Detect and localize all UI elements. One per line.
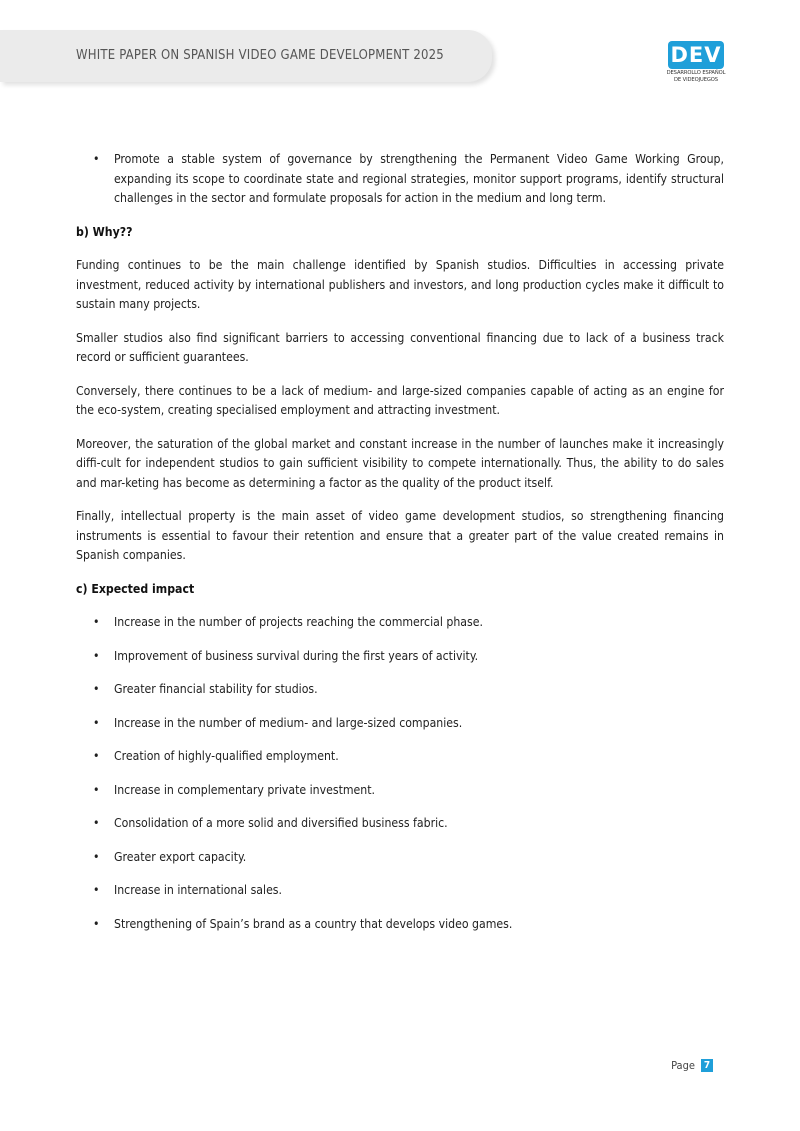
document-title: WHITE PAPER ON SPANISH VIDEO GAME DEVELOPMENT 2025	[76, 48, 444, 63]
list-item: • Increase in the number of projects reaching the commercial phase.	[76, 613, 724, 633]
list-item: • Increase in international sales.	[76, 881, 724, 901]
paragraph: Finally, intellectual property is the main asset of video game development studios, so strengthening financing instruments is essential to favour their retention and ensure that a greater part of the value created remains in Spanish companies.	[76, 509, 724, 562]
logo-subtitle-line2: DE VIDEOJUEGOS	[674, 77, 718, 83]
section-b-heading: b) Why??	[76, 224, 133, 239]
list-item: • Greater financial stability for studios.	[76, 680, 724, 700]
list-item: • Consolidation of a more solid and diversified business fabric.	[76, 814, 724, 834]
paragraph: Moreover, the saturation of the global market and constant increase in the number of launches make it increasingly diffi-cult for independent studios to gain sufficient visibility to compete internationally. Thus, the ability to do sales and mar-keting has become as determining a factor as the quality of the product itself.	[76, 436, 724, 490]
paragraph: Conversely, there continues to be a lack of medium- and large-sized companies capable of acting as an engine for the eco-system, creating specialised employment and attracting investment.	[76, 383, 724, 417]
list-item: • Creation of highly-qualified employment.	[76, 747, 724, 767]
paragraph: Smaller studios also find significant barriers to accessing conventional financing due to lack of a business track record or sufficient guarantees.	[76, 330, 724, 364]
list-item: • Promote a stable system of governance by strengthening the Permanent Video Game Working Group, expanding its scope to coordinate state and regional strategies, monitor support programs, identify structural challenges in the sector and formulate proposals for action in the medium and long term.	[76, 150, 724, 209]
dev-logo	[666, 41, 726, 85]
list-item: • Increase in the number of medium- and large-sized companies.	[76, 714, 724, 734]
list-item: • Improvement of business survival during the first years of activity.	[76, 647, 724, 667]
list-item: • Increase in complementary private investment.	[76, 781, 724, 801]
list-item: • Greater export capacity.	[76, 848, 724, 868]
impact-bullet-list	[76, 613, 724, 934]
logo-mark: DEV	[668, 41, 724, 69]
page-footer	[671, 1059, 713, 1072]
section-c-heading: c) Expected impact	[76, 581, 195, 596]
paragraph: Funding continues to be the main challenge identified by Spanish studios. Difficulties in accessing private investment, reduced activity by international publishers and investors, and long production cycles make it difficult to sustain many projects.	[76, 258, 724, 311]
page-label: Page	[671, 1059, 695, 1072]
page-number: 7	[701, 1059, 713, 1072]
list-item: • Strengthening of Spain’s brand as a country that develops video games.	[76, 915, 724, 935]
governance-bullet-list	[76, 150, 724, 209]
page-content	[76, 150, 724, 948]
logo-subtitle-line1: DESARROLLO ESPAÑOL	[666, 70, 726, 76]
